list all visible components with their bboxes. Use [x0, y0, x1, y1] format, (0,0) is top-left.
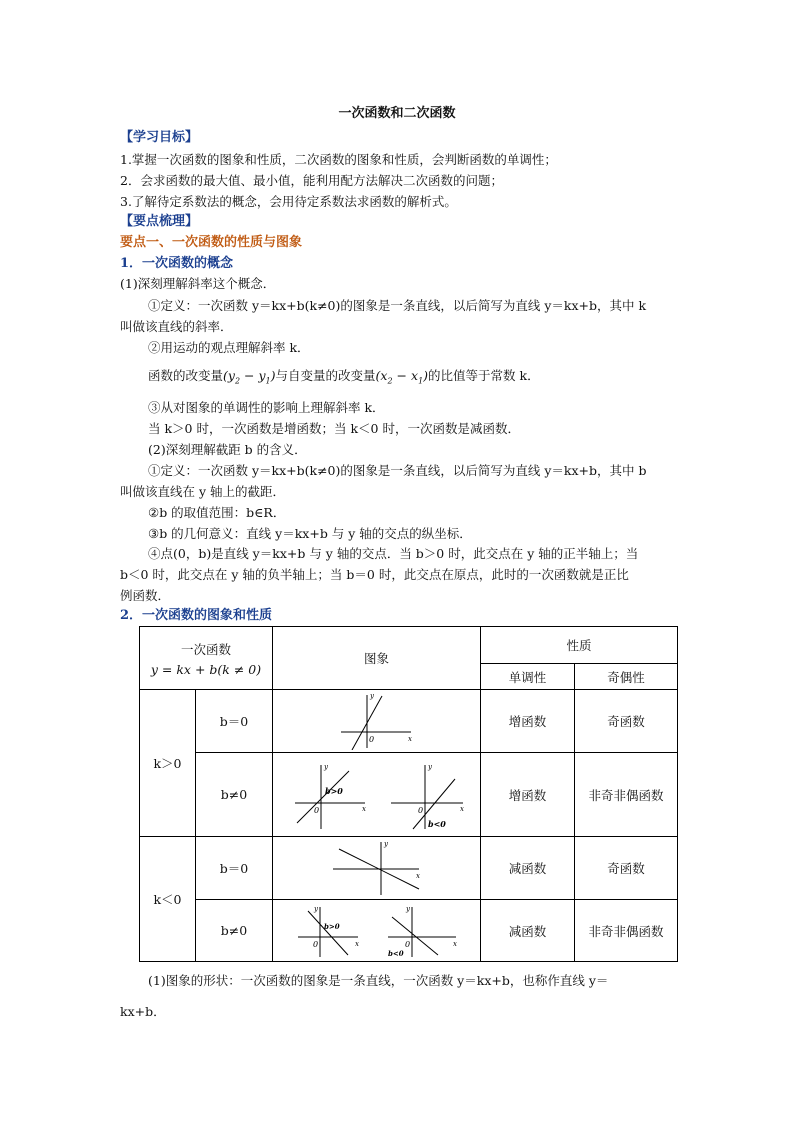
graph-cell — [273, 837, 481, 900]
x-axis-label: x — [361, 804, 366, 813]
para-intercept-range: ②b 的取值范围：b∈R． — [148, 505, 286, 520]
x-axis-label: x — [407, 735, 412, 743]
para-slope-cases: 当 k＞0 时，一次函数是增函数；当 k＜0 时，一次函数是减函数． — [148, 421, 520, 436]
para-slope-ratio — [148, 368, 540, 390]
subsection-2-heading: 2．一次函数的图象和性质 — [120, 608, 273, 623]
ratio-text-b: 与自变量的改变量 — [275, 368, 376, 383]
b-condition-cell: b＝0 — [196, 837, 273, 900]
para-graph-shape-cont: kx+b． — [120, 1004, 166, 1019]
graph-increasing-origin — [337, 692, 417, 750]
ratio-text-a: 函数的改变量 — [148, 368, 224, 383]
ratio-text-c: 的比值等于常数 k． — [428, 368, 540, 383]
origin-label: 0 — [417, 805, 423, 815]
origin-label: 0 — [313, 805, 319, 815]
goal-1: 1.掌握一次函数的图象和性质，二次函数的图象和性质，会判断函数的单调性； — [120, 152, 557, 167]
goal-3: 3.了解待定系数法的概念，会用待定系数法求函数的解析式。 — [120, 194, 457, 209]
para-intercept-intro: (2)深刻理解截距 b 的含义． — [148, 442, 307, 457]
b-positive-label: b>0 — [324, 785, 343, 796]
y-axis-label: y — [369, 692, 374, 700]
graph-cell — [273, 753, 481, 837]
delta-x-formula: $(x_2 - x_1)$ — [375, 368, 429, 386]
y-axis-label: y — [405, 904, 410, 913]
monotonicity-cell: 增函数 — [481, 753, 575, 837]
header-function-label: 一次函数 — [180, 641, 231, 657]
b-condition-cell: b＝0 — [196, 690, 273, 753]
graph-decreasing-origin — [329, 839, 425, 897]
para-slope-def: ①定义：一次函数 y＝kx+b(k≠0)的图象是一条直线，以后简写为直线 y＝kx+b，其中 k — [148, 298, 647, 313]
linear-function-table — [139, 626, 678, 962]
group-k-positive: k＞0 — [140, 690, 196, 837]
x-axis-label: x — [452, 939, 457, 948]
goals-heading: 【学习目标】 — [120, 130, 199, 145]
x-axis-label: x — [354, 939, 359, 948]
key-point-1-heading: 要点一、一次函数的性质与图象 — [120, 235, 303, 250]
b-negative-label: b<0 — [427, 818, 446, 829]
delta-y-formula: $(y_2 - y_1)$ — [223, 368, 276, 386]
group-k-negative: k＜0 — [140, 837, 196, 962]
y-axis-label: y — [313, 904, 318, 913]
para-intercept-point-cont: b＜0 时，此交点在 y 轴的负半轴上；当 b＝0 时，此交点在原点，此时的一次函数就是正比 — [120, 567, 629, 582]
header-function-formula: y = kx + b(k ≠ 0) — [150, 661, 262, 677]
header-monotonicity-cell: 单调性 — [481, 664, 575, 690]
y-axis-label: y — [427, 762, 432, 771]
para-intercept-point-end: 例函数． — [120, 588, 171, 603]
y-axis-label: y — [323, 762, 328, 771]
header-function-cell — [140, 627, 273, 690]
graph-increasing-shifted — [287, 759, 467, 831]
para-graph-shape: (1)图象的形状：一次函数的图象是一条直线，一次函数 y＝kx+b，也称作直线 y＝ — [148, 973, 609, 988]
parity-cell: 奇函数 — [575, 837, 678, 900]
b-condition-cell: b≠0 — [196, 753, 273, 837]
header-parity-cell: 奇偶性 — [575, 664, 678, 690]
b-negative-label: b<0 — [387, 948, 404, 958]
goal-2: 2．会求函数的最大值、最小值，能利用配方法解决二次函数的问题； — [120, 173, 503, 188]
parity-cell: 奇函数 — [575, 690, 678, 753]
x-axis-label: x — [415, 872, 420, 880]
para-intercept-def-cont: 叫做该直线在 y 轴上的截距． — [120, 484, 286, 499]
graph-decreasing-shifted — [292, 903, 462, 959]
header-properties-cell: 性质 — [481, 627, 678, 664]
subsection-1-heading: 1．一次函数的概念 — [120, 256, 234, 271]
parity-cell: 非奇非偶函数 — [575, 753, 678, 837]
header-graph-cell: 图象 — [273, 627, 481, 690]
b-positive-label: b>0 — [323, 921, 340, 931]
origin-label: 0 — [368, 735, 374, 744]
page-title: 一次函数和二次函数 — [338, 106, 456, 121]
origin-label: 0 — [404, 939, 410, 949]
para-slope-mono: ③从对图象的单调性的影响上理解斜率 k． — [148, 400, 385, 415]
origin-label: 0 — [312, 939, 318, 949]
para-intercept-geometry: ③b 的几何意义：直线 y＝kx+b 与 y 轴的交点的纵坐标． — [148, 526, 472, 541]
b-condition-cell: b≠0 — [196, 900, 273, 962]
monotonicity-cell: 减函数 — [481, 837, 575, 900]
graph-cell — [273, 900, 481, 962]
function-line — [297, 771, 349, 823]
para-intercept-def: ①定义：一次函数 y＝kx+b(k≠0)的图象是一条直线，以后简写为直线 y＝kx+b，其中 b — [148, 463, 647, 478]
summary-heading: 【要点梳理】 — [120, 214, 199, 229]
para-slope-motion: ②用运动的观点理解斜率 k． — [148, 340, 310, 355]
graph-cell — [273, 690, 481, 753]
x-axis-label: x — [459, 804, 464, 813]
parity-cell: 非奇非偶函数 — [575, 900, 678, 962]
monotonicity-cell: 增函数 — [481, 690, 575, 753]
y-axis-label: y — [383, 840, 388, 848]
para-slope-def-cont: 叫做该直线的斜率． — [120, 319, 233, 334]
monotonicity-cell: 减函数 — [481, 900, 575, 962]
para-intercept-point: ④点(0，b)是直线 y＝kx+b 与 y 轴的交点．当 b＞0 时，此交点在 y 轴的正半轴上；当 — [148, 546, 639, 561]
para-slope-intro: (1)深刻理解斜率这个概念． — [120, 276, 276, 291]
